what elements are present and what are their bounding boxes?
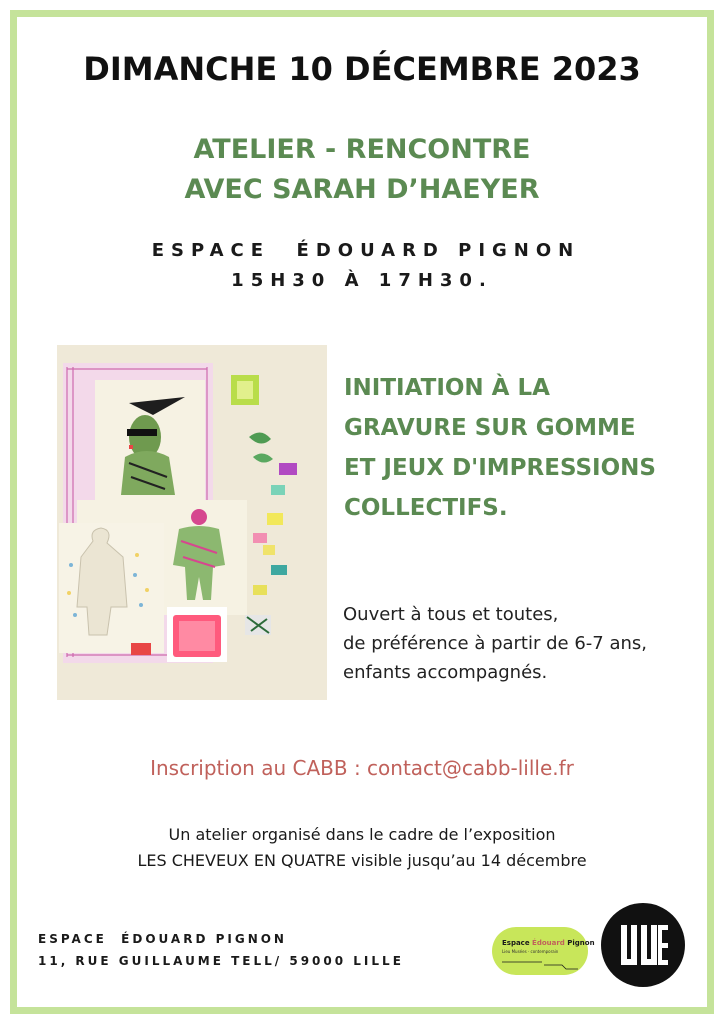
event-title-line2: AVEC SARAH D’HAEYER <box>184 174 540 205</box>
workshop-description-line1: INITIATION À LA <box>344 375 550 401</box>
espace-logo-subtext: Lieu Musées · contemporain <box>502 949 559 954</box>
workshop-description <box>344 368 704 528</box>
artwork-photo <box>57 345 327 700</box>
exhibition-info-line2: LES CHEVEUX EN QUATRE visible jusqu’au 14 décembre <box>137 851 587 870</box>
exhibition-info-line1: Un atelier organisé dans le cadre de l’exposition <box>168 825 556 844</box>
event-title-line1: ATELIER - RENCONTRE <box>193 134 531 165</box>
espace-logo-text-c: Pignon <box>564 939 595 947</box>
footer-address <box>38 928 404 972</box>
espace-edouard-pignon-logo <box>492 927 595 975</box>
espace-logo-text-b: Édouard <box>532 939 565 947</box>
venue-time-block <box>0 236 724 296</box>
workshop-description-line4: COLLECTIFS. <box>344 495 508 521</box>
footer-venue-name: ESPACE ÉDOUARD PIGNON <box>38 932 287 946</box>
footer-street-address: 11, RUE GUILLAUME TELL/ 59000 LILLE <box>38 954 404 968</box>
audience-info-line3: enfants accompagnés. <box>343 662 548 683</box>
artwork-photo-image <box>57 345 327 700</box>
audience-info-line2: de préférence à partir de 6-7 ans, <box>343 633 647 654</box>
workshop-description-line3: ET JEUX D'IMPRESSIONS <box>344 455 656 481</box>
registration-info: Inscription au CABB : contact@cabb-lille.fr <box>150 756 574 780</box>
espace-logo-text-a: Espace <box>502 939 533 947</box>
event-date: DIMANCHE 10 DÉCEMBRE 2023 <box>83 50 641 88</box>
venue-name: ESPACE ÉDOUARD PIGNON <box>151 240 581 261</box>
espace-logo-lines <box>492 927 588 975</box>
audience-info <box>343 600 713 687</box>
event-title <box>0 130 724 210</box>
lille-logo <box>601 903 685 987</box>
event-time: 15H30 À 17H30. <box>231 270 493 291</box>
exhibition-info <box>0 822 724 874</box>
lille-logo-mark <box>601 903 685 987</box>
audience-info-line1: Ouvert à tous et toutes, <box>343 604 559 625</box>
workshop-description-line2: GRAVURE SUR GOMME <box>344 415 636 441</box>
